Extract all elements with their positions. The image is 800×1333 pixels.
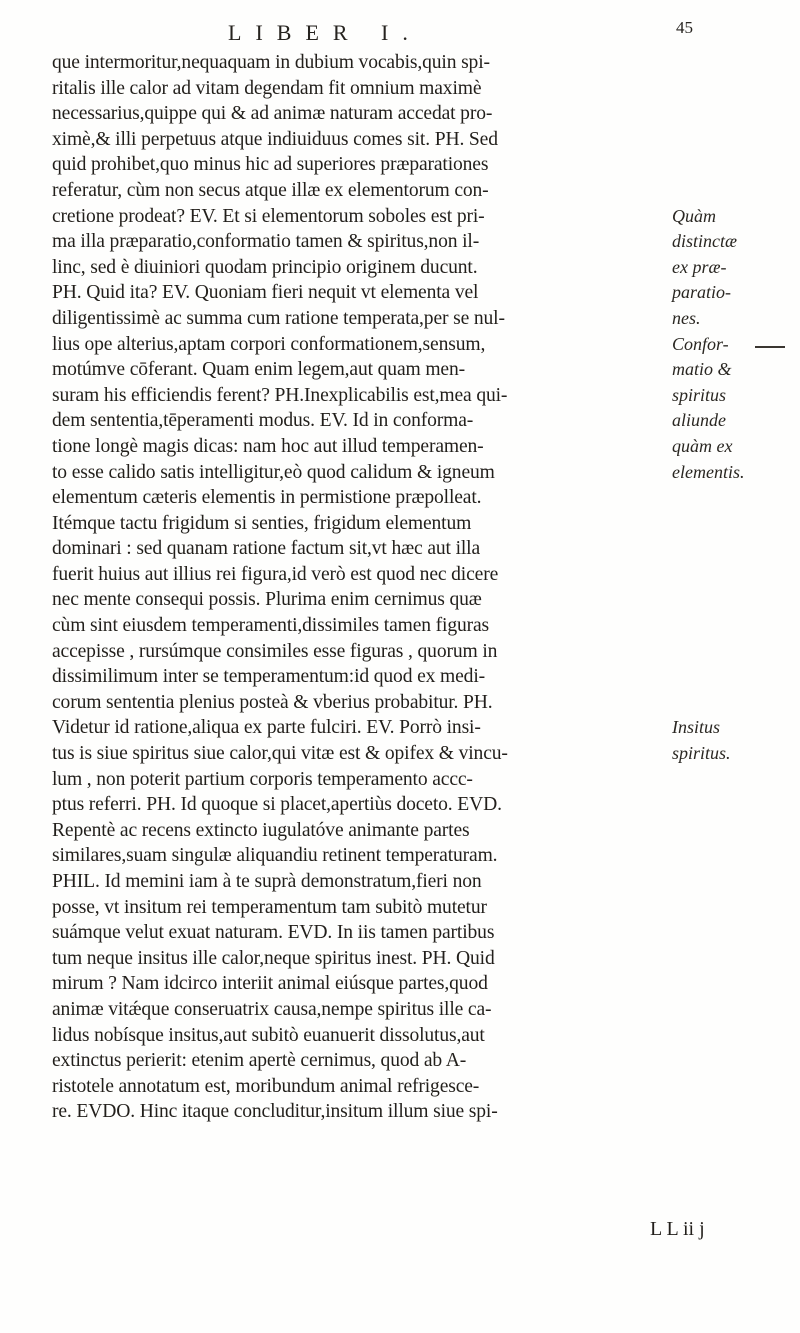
line-text: corum sententia plenius posteà & vberius probabitur. PH. <box>52 691 493 713</box>
margin-note: paratio- <box>672 282 732 303</box>
line-text: mirum ? Nam idcirco interiit animal eiúsque partes,quod <box>52 973 488 995</box>
margin-note: Insitus <box>672 717 721 738</box>
text-line <box>52 920 792 946</box>
text-line <box>52 152 792 178</box>
line-text: suram his efficiendis ferent? PH.Inexplicabilis est,mea qui- <box>52 384 508 406</box>
text-line <box>52 536 792 562</box>
line-text: lum , non poterit partium corporis temperamento accc- <box>52 768 473 790</box>
text-line <box>52 613 792 639</box>
running-head: LIBER I. <box>228 20 422 45</box>
line-text: ptus referri. PH. Id quoque si placet,apertiùs doceto. EVD. <box>52 794 502 816</box>
text-line <box>52 485 792 511</box>
text-line <box>52 741 792 767</box>
text-line <box>52 127 792 153</box>
text-line <box>52 383 792 409</box>
text-line <box>52 434 792 460</box>
text-line <box>52 1048 792 1074</box>
text-line <box>52 511 792 537</box>
line-text: que intermoritur,nequaquam in dubium vocabis,quin spi- <box>52 52 490 73</box>
text-line <box>52 229 792 255</box>
margin-note: elementis. <box>672 461 745 482</box>
line-text: elementum cæteris elementis in permistione præpolleat. <box>52 487 482 509</box>
line-text: quid prohibet,quo minus hic ad superiores præparationes <box>52 154 489 176</box>
text-line <box>52 869 792 895</box>
text-line <box>52 255 792 281</box>
line-text: ximè,& illi perpetuus atque indiuiduus comes sit. PH. Sed <box>52 128 498 150</box>
text-line <box>52 460 792 486</box>
text-line <box>52 1099 792 1125</box>
margin-note: Quàm <box>672 205 716 226</box>
text-line <box>52 50 792 76</box>
text-line <box>52 306 792 332</box>
text-line <box>52 562 792 588</box>
line-text: ritalis ille calor ad vitam degendam fit omnium maximè <box>52 77 482 99</box>
line-text: suámque velut exuat naturam. EVD. In iis tamen partibus <box>52 922 495 944</box>
margin-note: nes. <box>672 307 701 328</box>
margin-note: quàm ex <box>672 435 733 456</box>
text-line <box>52 1023 792 1049</box>
margin-note: distinctæ <box>672 231 738 252</box>
margin-note: Confor- <box>672 333 729 354</box>
line-text: to esse calido satis intelligitur,eò quod calidum & igneum <box>52 461 495 483</box>
line-text: Videtur id ratione,aliqua ex parte fulciri. EV. Porrò insi- <box>52 717 481 739</box>
line-text: fuerit huius aut illius rei figura,id verò est quod nec dicere <box>52 563 499 585</box>
text-line <box>52 715 792 741</box>
line-text: cretione prodeat? EV. Et si elementorum soboles est pri- <box>52 205 485 227</box>
text-line <box>52 767 792 793</box>
margin-note: spiritus. <box>672 743 731 764</box>
line-text: tum neque insitus ille calor,neque spiritus inest. PH. Quid <box>52 947 495 969</box>
line-text: ristotele annotatum est, moribundum animal refrigesce- <box>52 1075 480 1097</box>
text-line <box>52 332 792 358</box>
margin-note: ex præ- <box>672 256 727 277</box>
line-text: accepisse , rursúmque consimiles esse figuras , quorum in <box>52 640 498 662</box>
line-text: nec mente consequi possis. Plurima enim cernimus quæ <box>52 589 482 611</box>
page-number: 45 <box>676 18 693 37</box>
text-line <box>52 818 792 844</box>
text-line <box>52 357 792 383</box>
line-text: similares,suam singulæ aliquandiu retinent temperaturam. <box>52 845 498 867</box>
line-text: posse, vt insitum rei temperamentum tam subitò mutetur <box>52 896 487 918</box>
line-text: tione longè magis dicas: nam hoc aut illud temperamen- <box>52 435 484 457</box>
text-line <box>52 204 792 230</box>
text-line <box>52 408 792 434</box>
text-line <box>52 1074 792 1100</box>
line-text: lius ope alterius,aptam corpori conformationem,sensum, <box>52 333 486 355</box>
text-line <box>52 280 792 306</box>
line-text: PH. Quid ita? EV. Quoniam fieri nequit vt elementa vel <box>52 282 479 304</box>
text-line <box>52 664 792 690</box>
line-text: motúmve cōferant. Quam enim legem,aut quam men- <box>52 359 465 381</box>
text-line <box>52 690 792 716</box>
text-line <box>52 792 792 818</box>
line-text: diligentissimè ac summa cum ratione temperata,per se nul- <box>52 307 505 329</box>
line-text: lidus nobísque insitus,aut subitò euanuerit dissolutus,aut <box>52 1024 485 1046</box>
text-line <box>52 971 792 997</box>
line-text: extinctus perierit: etenim apertè cernimus, quod ab A- <box>52 1050 467 1072</box>
line-text: Itémque tactu frigidum si senties, frigidum elementum <box>52 512 472 534</box>
page-header <box>0 12 800 52</box>
text-line <box>52 946 792 972</box>
text-line <box>52 178 792 204</box>
line-text: tus is siue spiritus siue calor,qui vitæ est & opifex & vincu- <box>52 743 508 765</box>
margin-note: spiritus <box>672 384 727 405</box>
line-text: dissimilimum inter se temperamentum:id quod ex medi- <box>52 666 485 688</box>
line-text: referatur, cùm non secus atque illæ ex elementorum con- <box>52 179 489 201</box>
text-line <box>52 843 792 869</box>
signature-mark: L L ii j <box>650 1218 705 1240</box>
margin-note: aliunde <box>672 410 726 431</box>
text-line <box>52 895 792 921</box>
line-text: animæ vitǽque conseruatrix causa,nempe spiritus ille ca- <box>52 998 492 1020</box>
text-line <box>52 101 792 127</box>
text-body <box>52 50 792 1125</box>
text-line <box>52 639 792 665</box>
line-text: Repentè ac recens extincto iugulatóve animante partes <box>52 819 470 841</box>
line-text: necessarius,quippe qui & ad animæ naturam accedat pro- <box>52 103 493 125</box>
text-line <box>52 997 792 1023</box>
line-text: dem sententia,tēperamenti modus. EV. Id in conforma- <box>52 410 474 432</box>
margin-note: matio & <box>672 359 732 380</box>
line-text: PHIL. Id memini iam à te suprà demonstratum,fieri non <box>52 871 482 892</box>
line-text: dominari : sed quanam ratione factum sit,vt hæc aut illa <box>52 538 480 560</box>
text-line <box>52 76 792 102</box>
line-text: re. EVDO. Hinc itaque concluditur,insitum illum siue spi- <box>52 1101 498 1123</box>
line-text: ma illa præparatio,conformatio tamen & spiritus,non il- <box>52 231 480 253</box>
line-text: linc, sed è diuiniori quodam principio originem ducunt. <box>52 256 478 278</box>
text-line <box>52 587 792 613</box>
line-text: cùm sint eiusdem temperamenti,dissimiles tamen figuras <box>52 615 490 637</box>
